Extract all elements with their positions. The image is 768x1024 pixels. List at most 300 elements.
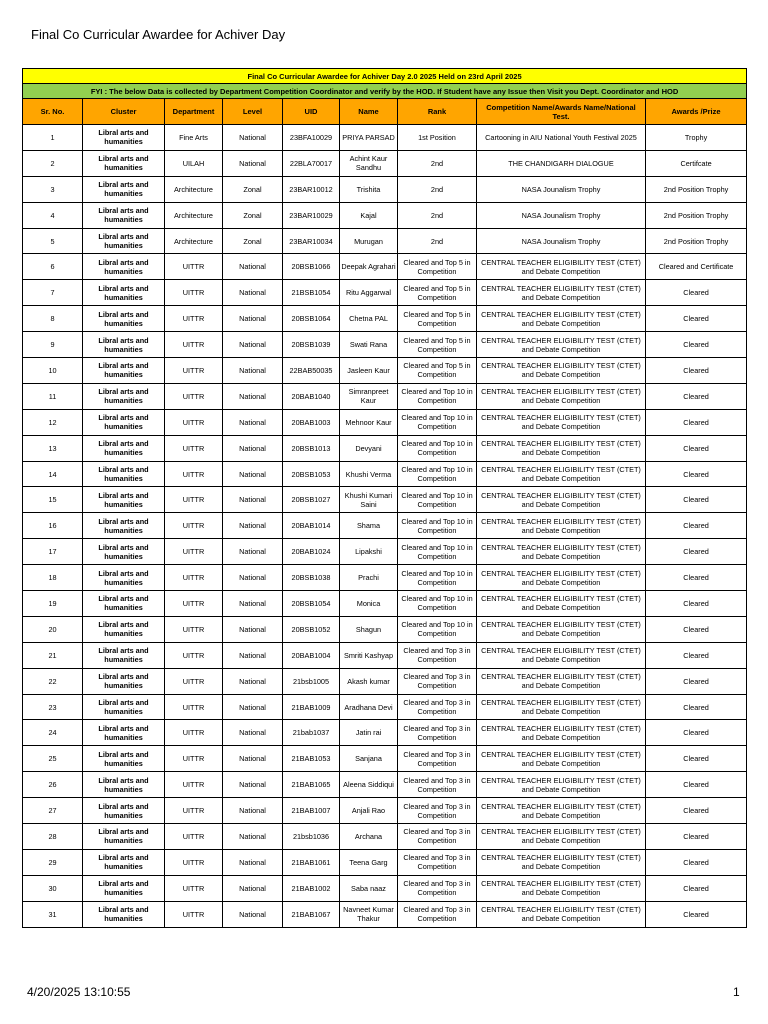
sr-no-cell: 14 xyxy=(23,461,83,487)
department-cell: UITTR xyxy=(165,409,223,435)
competition-cell: CENTRAL TEACHER ELIGIBILITY TEST (CTET) and Debate Competition xyxy=(477,875,646,901)
sr-no-cell: 28 xyxy=(23,824,83,850)
sr-no-cell: 27 xyxy=(23,798,83,824)
column-header: Rank xyxy=(398,99,477,125)
banner-row xyxy=(23,69,747,84)
name-cell: Chetna PAL xyxy=(340,306,398,332)
department-cell: UITTR xyxy=(165,798,223,824)
uid-cell: 21BSB1054 xyxy=(283,280,340,306)
sr-no-cell: 26 xyxy=(23,772,83,798)
name-cell: Devyani xyxy=(340,435,398,461)
awardee-table xyxy=(22,68,747,928)
sr-no-cell: 19 xyxy=(23,591,83,617)
award-cell: Cleared xyxy=(646,720,747,746)
name-cell: Navneet Kumar Thakur xyxy=(340,901,398,927)
level-cell: National xyxy=(223,358,283,384)
uid-cell: 21BAB1065 xyxy=(283,772,340,798)
level-cell: National xyxy=(223,332,283,358)
rank-cell: Cleared and Top 3 in Competition xyxy=(398,668,477,694)
level-cell: National xyxy=(223,798,283,824)
name-cell: Lipakshi xyxy=(340,539,398,565)
competition-cell: Cartooning in AIU National Youth Festival 2025 xyxy=(477,125,646,151)
rank-cell: Cleared and Top 3 in Competition xyxy=(398,849,477,875)
cluster-cell: Libral arts and humanities xyxy=(83,487,165,513)
sr-no-cell: 23 xyxy=(23,694,83,720)
level-cell: Zonal xyxy=(223,228,283,254)
rank-cell: Cleared and Top 10 in Competition xyxy=(398,513,477,539)
award-cell: Cleared xyxy=(646,901,747,927)
table-row xyxy=(23,332,747,358)
uid-cell: 20BAB1024 xyxy=(283,539,340,565)
column-header: Cluster xyxy=(83,99,165,125)
level-cell: National xyxy=(223,539,283,565)
sr-no-cell: 7 xyxy=(23,280,83,306)
level-cell: National xyxy=(223,383,283,409)
department-cell: UITTR xyxy=(165,875,223,901)
uid-cell: 21bab1037 xyxy=(283,720,340,746)
rank-cell: Cleared and Top 3 in Competition xyxy=(398,772,477,798)
department-cell: UITTR xyxy=(165,332,223,358)
rank-cell: Cleared and Top 10 in Competition xyxy=(398,565,477,591)
competition-cell: NASA Jounalism Trophy xyxy=(477,176,646,202)
department-cell: Architecture xyxy=(165,228,223,254)
name-cell: Teena Garg xyxy=(340,849,398,875)
table-row xyxy=(23,254,747,280)
rank-cell: Cleared and Top 10 in Competition xyxy=(398,383,477,409)
department-cell: UITTR xyxy=(165,616,223,642)
level-cell: National xyxy=(223,720,283,746)
name-cell: Kajal xyxy=(340,202,398,228)
fyi-row xyxy=(23,84,747,99)
award-cell: 2nd Position Trophy xyxy=(646,176,747,202)
cluster-cell: Libral arts and humanities xyxy=(83,358,165,384)
rank-cell: Cleared and Top 5 in Competition xyxy=(398,306,477,332)
name-cell: Mehnoor Kaur xyxy=(340,409,398,435)
rank-cell: Cleared and Top 5 in Competition xyxy=(398,332,477,358)
award-cell: Cleared xyxy=(646,591,747,617)
award-cell: Cleared xyxy=(646,642,747,668)
table-banner: Final Co Curricular Awardee for Achiver Day 2.0 2025 Held on 23rd April 2025 xyxy=(23,69,747,84)
department-cell: UITTR xyxy=(165,694,223,720)
competition-cell: NASA Jounalism Trophy xyxy=(477,228,646,254)
uid-cell: 21bsb1005 xyxy=(283,668,340,694)
table-row xyxy=(23,513,747,539)
department-cell: UITTR xyxy=(165,746,223,772)
name-cell: Swati Rana xyxy=(340,332,398,358)
uid-cell: 21BAB1002 xyxy=(283,875,340,901)
award-cell: Cleared xyxy=(646,849,747,875)
name-cell: Ritu Aggarwal xyxy=(340,280,398,306)
sr-no-cell: 18 xyxy=(23,565,83,591)
name-cell: Shama xyxy=(340,513,398,539)
table-row xyxy=(23,306,747,332)
name-cell: Simranpreet Kaur xyxy=(340,383,398,409)
name-cell: Khushi Verma xyxy=(340,461,398,487)
table-row xyxy=(23,202,747,228)
name-cell: Khushi Kumari Saini xyxy=(340,487,398,513)
uid-cell: 23BAR10034 xyxy=(283,228,340,254)
level-cell: National xyxy=(223,306,283,332)
fyi-note: FYI : The below Data is collected by Department Competition Coordinator and verify by the HOD. If Student have any Issue then Visit you Dept. Coordinator and HOD xyxy=(23,84,747,99)
award-cell: Cleared xyxy=(646,824,747,850)
rank-cell: Cleared and Top 10 in Competition xyxy=(398,616,477,642)
level-cell: National xyxy=(223,125,283,151)
cluster-cell: Libral arts and humanities xyxy=(83,461,165,487)
department-cell: UITTR xyxy=(165,435,223,461)
cluster-cell: Libral arts and humanities xyxy=(83,642,165,668)
level-cell: National xyxy=(223,254,283,280)
level-cell: National xyxy=(223,668,283,694)
cluster-cell: Libral arts and humanities xyxy=(83,746,165,772)
department-cell: UITTR xyxy=(165,280,223,306)
department-cell: Architecture xyxy=(165,176,223,202)
sr-no-cell: 17 xyxy=(23,539,83,565)
rank-cell: 2nd xyxy=(398,150,477,176)
table-row xyxy=(23,772,747,798)
award-cell: Cleared xyxy=(646,332,747,358)
cluster-cell: Libral arts and humanities xyxy=(83,694,165,720)
department-cell: UITTR xyxy=(165,383,223,409)
sr-no-cell: 25 xyxy=(23,746,83,772)
level-cell: National xyxy=(223,772,283,798)
award-cell: Cleared xyxy=(646,487,747,513)
column-header: Sr. No. xyxy=(23,99,83,125)
cluster-cell: Libral arts and humanities xyxy=(83,176,165,202)
cluster-cell: Libral arts and humanities xyxy=(83,513,165,539)
table-row xyxy=(23,565,747,591)
award-cell: Cleared xyxy=(646,306,747,332)
cluster-cell: Libral arts and humanities xyxy=(83,150,165,176)
name-cell: Jasleen Kaur xyxy=(340,358,398,384)
level-cell: National xyxy=(223,642,283,668)
award-cell: Cleared and Certificate xyxy=(646,254,747,280)
award-cell: Cleared xyxy=(646,798,747,824)
name-cell: Shagun xyxy=(340,616,398,642)
sr-no-cell: 22 xyxy=(23,668,83,694)
name-cell: Sanjana xyxy=(340,746,398,772)
rank-cell: Cleared and Top 10 in Competition xyxy=(398,487,477,513)
department-cell: UITTR xyxy=(165,539,223,565)
competition-cell: CENTRAL TEACHER ELIGIBILITY TEST (CTET) and Debate Competition xyxy=(477,280,646,306)
uid-cell: 20BAB1003 xyxy=(283,409,340,435)
column-header: UID xyxy=(283,99,340,125)
uid-cell: 23BFA10029 xyxy=(283,125,340,151)
level-cell: Zonal xyxy=(223,176,283,202)
cluster-cell: Libral arts and humanities xyxy=(83,798,165,824)
uid-cell: 20BSB1027 xyxy=(283,487,340,513)
column-header: Department xyxy=(165,99,223,125)
uid-cell: 21BAB1067 xyxy=(283,901,340,927)
rank-cell: Cleared and Top 3 in Competition xyxy=(398,694,477,720)
cluster-cell: Libral arts and humanities xyxy=(83,202,165,228)
award-cell: Cleared xyxy=(646,461,747,487)
competition-cell: CENTRAL TEACHER ELIGIBILITY TEST (CTET) and Debate Competition xyxy=(477,591,646,617)
department-cell: UITTR xyxy=(165,668,223,694)
level-cell: National xyxy=(223,150,283,176)
competition-cell: CENTRAL TEACHER ELIGIBILITY TEST (CTET) and Debate Competition xyxy=(477,513,646,539)
sr-no-cell: 4 xyxy=(23,202,83,228)
name-cell: Jatin rai xyxy=(340,720,398,746)
table-row xyxy=(23,875,747,901)
award-cell: Cleared xyxy=(646,409,747,435)
table-row xyxy=(23,280,747,306)
rank-cell: Cleared and Top 5 in Competition xyxy=(398,358,477,384)
award-cell: Cleared xyxy=(646,616,747,642)
rank-cell: Cleared and Top 3 in Competition xyxy=(398,746,477,772)
page-number: 1 xyxy=(733,985,740,999)
rank-cell: 2nd xyxy=(398,176,477,202)
table-row xyxy=(23,150,747,176)
level-cell: National xyxy=(223,461,283,487)
uid-cell: 21BAB1007 xyxy=(283,798,340,824)
cluster-cell: Libral arts and humanities xyxy=(83,280,165,306)
cluster-cell: Libral arts and humanities xyxy=(83,383,165,409)
competition-cell: CENTRAL TEACHER ELIGIBILITY TEST (CTET) and Debate Competition xyxy=(477,461,646,487)
cluster-cell: Libral arts and humanities xyxy=(83,565,165,591)
uid-cell: 21BAB1053 xyxy=(283,746,340,772)
sr-no-cell: 12 xyxy=(23,409,83,435)
cluster-cell: Libral arts and humanities xyxy=(83,824,165,850)
sr-no-cell: 3 xyxy=(23,176,83,202)
table-row xyxy=(23,176,747,202)
competition-cell: CENTRAL TEACHER ELIGIBILITY TEST (CTET) and Debate Competition xyxy=(477,487,646,513)
competition-cell: CENTRAL TEACHER ELIGIBILITY TEST (CTET) and Debate Competition xyxy=(477,565,646,591)
name-cell: Trishita xyxy=(340,176,398,202)
award-cell: Cleared xyxy=(646,875,747,901)
cluster-cell: Libral arts and humanities xyxy=(83,228,165,254)
sr-no-cell: 13 xyxy=(23,435,83,461)
sr-no-cell: 10 xyxy=(23,358,83,384)
column-header-row xyxy=(23,99,747,125)
table-row xyxy=(23,435,747,461)
footer-timestamp: 4/20/2025 13:10:55 xyxy=(27,985,131,999)
sr-no-cell: 20 xyxy=(23,616,83,642)
name-cell: Archana xyxy=(340,824,398,850)
rank-cell: Cleared and Top 3 in Competition xyxy=(398,720,477,746)
department-cell: UITTR xyxy=(165,254,223,280)
cluster-cell: Libral arts and humanities xyxy=(83,772,165,798)
rank-cell: 1st Position xyxy=(398,125,477,151)
uid-cell: 20BSB1054 xyxy=(283,591,340,617)
cluster-cell: Libral arts and humanities xyxy=(83,875,165,901)
level-cell: National xyxy=(223,694,283,720)
name-cell: Prachi xyxy=(340,565,398,591)
rank-cell: Cleared and Top 3 in Competition xyxy=(398,824,477,850)
uid-cell: 21bsb1036 xyxy=(283,824,340,850)
table-row xyxy=(23,125,747,151)
sr-no-cell: 24 xyxy=(23,720,83,746)
cluster-cell: Libral arts and humanities xyxy=(83,591,165,617)
competition-cell: NASA Jounalism Trophy xyxy=(477,202,646,228)
competition-cell: CENTRAL TEACHER ELIGIBILITY TEST (CTET) and Debate Competition xyxy=(477,746,646,772)
competition-cell: CENTRAL TEACHER ELIGIBILITY TEST (CTET) and Debate Competition xyxy=(477,849,646,875)
cluster-cell: Libral arts and humanities xyxy=(83,306,165,332)
table-row xyxy=(23,228,747,254)
competition-cell: CENTRAL TEACHER ELIGIBILITY TEST (CTET) and Debate Competition xyxy=(477,539,646,565)
level-cell: National xyxy=(223,901,283,927)
level-cell: National xyxy=(223,616,283,642)
uid-cell: 20BSB1013 xyxy=(283,435,340,461)
table-row xyxy=(23,720,747,746)
department-cell: UITTR xyxy=(165,720,223,746)
level-cell: National xyxy=(223,280,283,306)
competition-cell: CENTRAL TEACHER ELIGIBILITY TEST (CTET) and Debate Competition xyxy=(477,435,646,461)
department-cell: UITTR xyxy=(165,513,223,539)
rank-cell: Cleared and Top 10 in Competition xyxy=(398,409,477,435)
name-cell: Anjali Rao xyxy=(340,798,398,824)
uid-cell: 23BAR10029 xyxy=(283,202,340,228)
awardee-sheet xyxy=(22,68,746,928)
competition-cell: CENTRAL TEACHER ELIGIBILITY TEST (CTET) and Debate Competition xyxy=(477,332,646,358)
award-cell: Cleared xyxy=(646,694,747,720)
department-cell: UITTR xyxy=(165,642,223,668)
award-cell: Certifcate xyxy=(646,150,747,176)
department-cell: UITTR xyxy=(165,901,223,927)
award-cell: Trophy xyxy=(646,125,747,151)
sr-no-cell: 5 xyxy=(23,228,83,254)
level-cell: National xyxy=(223,487,283,513)
uid-cell: 20BAB1004 xyxy=(283,642,340,668)
column-header: Name xyxy=(340,99,398,125)
sr-no-cell: 6 xyxy=(23,254,83,280)
uid-cell: 23BAR10012 xyxy=(283,176,340,202)
table-row xyxy=(23,409,747,435)
rank-cell: Cleared and Top 10 in Competition xyxy=(398,461,477,487)
column-header: Competition Name/Awards Name/National Test. xyxy=(477,99,646,125)
department-cell: UITTR xyxy=(165,824,223,850)
department-cell: UITTR xyxy=(165,461,223,487)
cluster-cell: Libral arts and humanities xyxy=(83,539,165,565)
level-cell: Zonal xyxy=(223,202,283,228)
rank-cell: Cleared and Top 3 in Competition xyxy=(398,798,477,824)
table-row xyxy=(23,461,747,487)
competition-cell: CENTRAL TEACHER ELIGIBILITY TEST (CTET) and Debate Competition xyxy=(477,798,646,824)
sr-no-cell: 31 xyxy=(23,901,83,927)
level-cell: National xyxy=(223,849,283,875)
competition-cell: CENTRAL TEACHER ELIGIBILITY TEST (CTET) and Debate Competition xyxy=(477,358,646,384)
department-cell: UITTR xyxy=(165,358,223,384)
award-cell: Cleared xyxy=(646,358,747,384)
name-cell: Aradhana Devi xyxy=(340,694,398,720)
table-row xyxy=(23,591,747,617)
cluster-cell: Libral arts and humanities xyxy=(83,720,165,746)
competition-cell: CENTRAL TEACHER ELIGIBILITY TEST (CTET) and Debate Competition xyxy=(477,694,646,720)
sr-no-cell: 29 xyxy=(23,849,83,875)
rank-cell: 2nd xyxy=(398,202,477,228)
column-header: Level xyxy=(223,99,283,125)
name-cell: Saba naaz xyxy=(340,875,398,901)
name-cell: Monica xyxy=(340,591,398,617)
uid-cell: 20BAB1014 xyxy=(283,513,340,539)
name-cell: Deepak Agrahari xyxy=(340,254,398,280)
cluster-cell: Libral arts and humanities xyxy=(83,125,165,151)
competition-cell: THE CHANDIGARH DIALOGUE xyxy=(477,150,646,176)
award-cell: Cleared xyxy=(646,280,747,306)
rank-cell: Cleared and Top 3 in Competition xyxy=(398,901,477,927)
uid-cell: 20BSB1038 xyxy=(283,565,340,591)
level-cell: National xyxy=(223,435,283,461)
sr-no-cell: 1 xyxy=(23,125,83,151)
level-cell: National xyxy=(223,565,283,591)
competition-cell: CENTRAL TEACHER ELIGIBILITY TEST (CTET) and Debate Competition xyxy=(477,616,646,642)
award-cell: 2nd Position Trophy xyxy=(646,228,747,254)
name-cell: Aleena Siddiqui xyxy=(340,772,398,798)
cluster-cell: Libral arts and humanities xyxy=(83,254,165,280)
award-cell: Cleared xyxy=(646,513,747,539)
department-cell: UITTR xyxy=(165,772,223,798)
sr-no-cell: 21 xyxy=(23,642,83,668)
competition-cell: CENTRAL TEACHER ELIGIBILITY TEST (CTET) and Debate Competition xyxy=(477,642,646,668)
table-row xyxy=(23,616,747,642)
table-row xyxy=(23,824,747,850)
level-cell: National xyxy=(223,875,283,901)
rank-cell: Cleared and Top 10 in Competition xyxy=(398,435,477,461)
award-cell: 2nd Position Trophy xyxy=(646,202,747,228)
uid-cell: 22BLA70017 xyxy=(283,150,340,176)
table-row xyxy=(23,642,747,668)
table-body xyxy=(23,125,747,928)
table-row xyxy=(23,901,747,927)
level-cell: National xyxy=(223,591,283,617)
award-cell: Cleared xyxy=(646,383,747,409)
rank-cell: Cleared and Top 10 in Competition xyxy=(398,591,477,617)
sr-no-cell: 11 xyxy=(23,383,83,409)
cluster-cell: Libral arts and humanities xyxy=(83,435,165,461)
cluster-cell: Libral arts and humanities xyxy=(83,901,165,927)
uid-cell: 20BSB1064 xyxy=(283,306,340,332)
uid-cell: 20BSB1066 xyxy=(283,254,340,280)
competition-cell: CENTRAL TEACHER ELIGIBILITY TEST (CTET) and Debate Competition xyxy=(477,901,646,927)
table-row xyxy=(23,849,747,875)
cluster-cell: Libral arts and humanities xyxy=(83,409,165,435)
table-row xyxy=(23,539,747,565)
table-row xyxy=(23,694,747,720)
rank-cell: Cleared and Top 10 in Competition xyxy=(398,539,477,565)
name-cell: Smriti Kashyap xyxy=(340,642,398,668)
cluster-cell: Libral arts and humanities xyxy=(83,668,165,694)
level-cell: National xyxy=(223,513,283,539)
rank-cell: Cleared and Top 5 in Competition xyxy=(398,280,477,306)
page-title: Final Co Curricular Awardee for Achiver Day xyxy=(31,27,286,42)
column-header: Awards /Prize xyxy=(646,99,747,125)
sr-no-cell: 8 xyxy=(23,306,83,332)
department-cell: Fine Arts xyxy=(165,125,223,151)
rank-cell: Cleared and Top 5 in Competition xyxy=(398,254,477,280)
award-cell: Cleared xyxy=(646,539,747,565)
table-row xyxy=(23,798,747,824)
name-cell: Achint Kaur Sandhu xyxy=(340,150,398,176)
competition-cell: CENTRAL TEACHER ELIGIBILITY TEST (CTET) and Debate Competition xyxy=(477,383,646,409)
table-row xyxy=(23,358,747,384)
department-cell: UITTR xyxy=(165,306,223,332)
rank-cell: Cleared and Top 3 in Competition xyxy=(398,642,477,668)
sr-no-cell: 15 xyxy=(23,487,83,513)
department-cell: UITTR xyxy=(165,487,223,513)
table-row xyxy=(23,668,747,694)
uid-cell: 20BSB1053 xyxy=(283,461,340,487)
level-cell: National xyxy=(223,746,283,772)
uid-cell: 20BAB1040 xyxy=(283,383,340,409)
name-cell: PRIYA PARSAD xyxy=(340,125,398,151)
competition-cell: CENTRAL TEACHER ELIGIBILITY TEST (CTET) and Debate Competition xyxy=(477,254,646,280)
award-cell: Cleared xyxy=(646,435,747,461)
uid-cell: 20BSB1052 xyxy=(283,616,340,642)
uid-cell: 21BAB1061 xyxy=(283,849,340,875)
competition-cell: CENTRAL TEACHER ELIGIBILITY TEST (CTET) and Debate Competition xyxy=(477,824,646,850)
rank-cell: Cleared and Top 3 in Competition xyxy=(398,875,477,901)
department-cell: UITTR xyxy=(165,591,223,617)
table-row xyxy=(23,487,747,513)
